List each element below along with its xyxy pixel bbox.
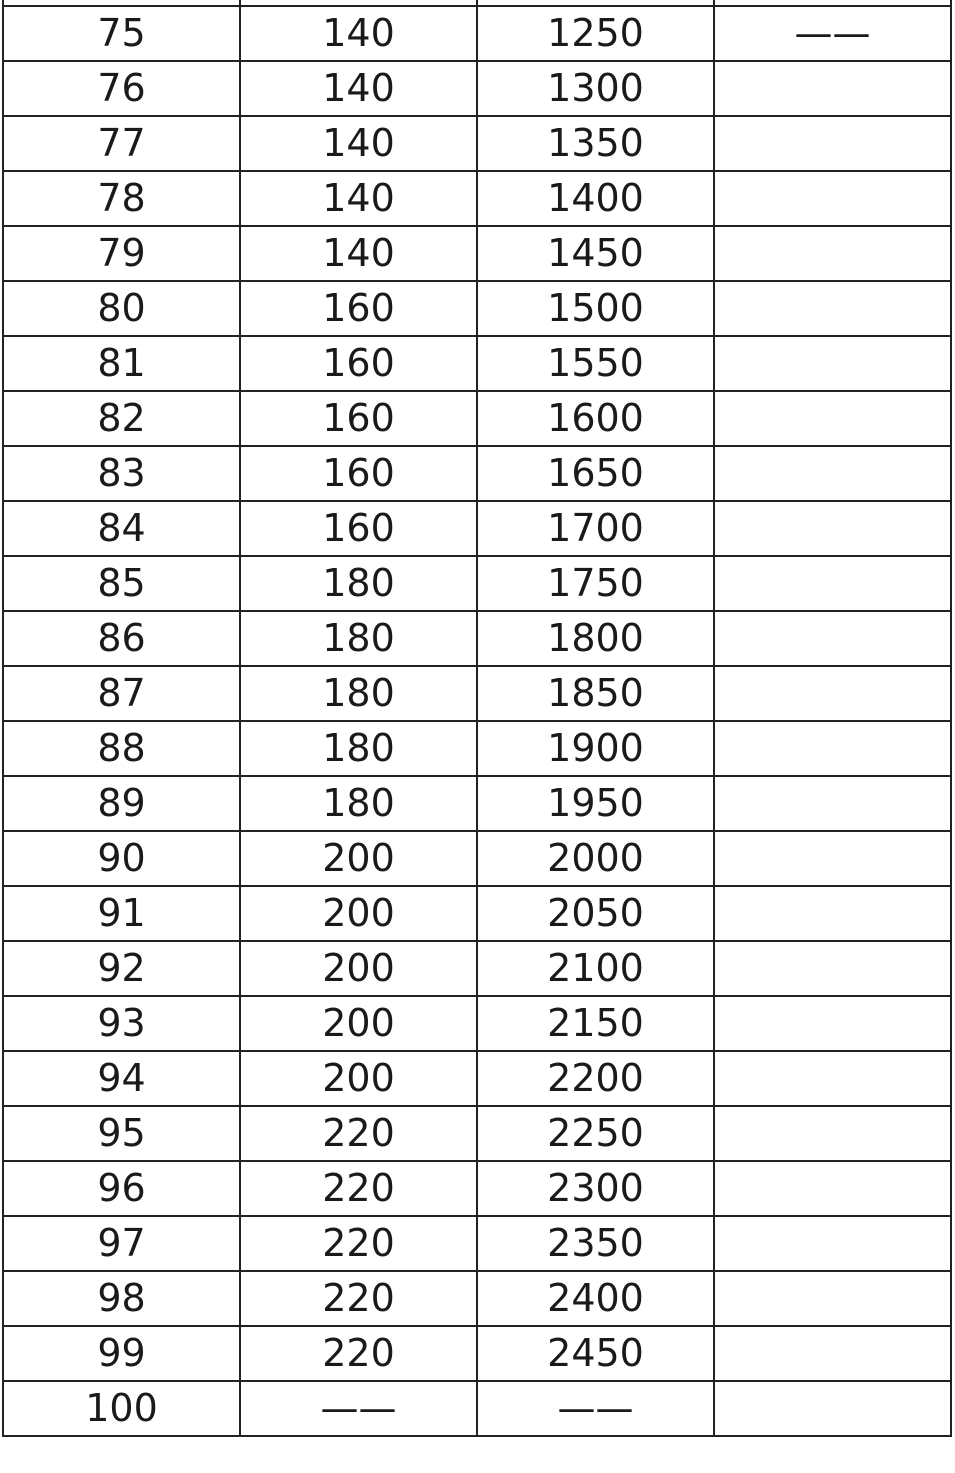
cell-value-a: 180: [240, 776, 477, 831]
cell-value-a: 140: [240, 116, 477, 171]
table-row: [3, 776, 951, 831]
cell-value-b: 2350: [477, 1216, 714, 1271]
cell-value-a: 220: [240, 1271, 477, 1326]
cell-index: 86: [3, 611, 240, 666]
table-row: [3, 61, 951, 116]
cell-value-b: 2450: [477, 1326, 714, 1381]
cell-note: [714, 281, 951, 336]
table-row: [3, 1216, 951, 1271]
table-row: [3, 226, 951, 281]
cell-index: 92: [3, 941, 240, 996]
cell-value-a: 200: [240, 886, 477, 941]
cell-note: [714, 666, 951, 721]
cell-index: 90: [3, 831, 240, 886]
cell-value-b: 2000: [477, 831, 714, 886]
cell-value-a: 160: [240, 391, 477, 446]
cell-value-b: 1450: [477, 226, 714, 281]
cell-index: 91: [3, 886, 240, 941]
table-row: [3, 1051, 951, 1106]
cell-index: 87: [3, 666, 240, 721]
cell-index: 80: [3, 281, 240, 336]
cell-value-b: 2100: [477, 941, 714, 996]
table-row: [3, 666, 951, 721]
cell-note: [714, 391, 951, 446]
cell-value-a: 140: [240, 226, 477, 281]
cell-note: [714, 611, 951, 666]
cell-value-a: 200: [240, 996, 477, 1051]
cell-index: 97: [3, 1216, 240, 1271]
cell-note: [714, 226, 951, 281]
cell-index: 84: [3, 501, 240, 556]
table-row: [3, 6, 951, 61]
cell-value-b: 1550: [477, 336, 714, 391]
table-row: [3, 1326, 951, 1381]
cell-index: 95: [3, 1106, 240, 1161]
table-row: [3, 336, 951, 391]
cell-value-b: 1650: [477, 446, 714, 501]
cell-value-b: 1300: [477, 61, 714, 116]
cell-value-b: 2250: [477, 1106, 714, 1161]
cell-index: 94: [3, 1051, 240, 1106]
cell-note: [714, 61, 951, 116]
cell-note: [714, 1216, 951, 1271]
cell-value-a: 200: [240, 941, 477, 996]
table-row: [3, 281, 951, 336]
cell-note: [714, 941, 951, 996]
table-row: [3, 1161, 951, 1216]
cell-note: [714, 831, 951, 886]
cell-note: [714, 1106, 951, 1161]
cell-value-b: 1900: [477, 721, 714, 776]
cell-value-b: 1800: [477, 611, 714, 666]
table-row: [3, 1271, 951, 1326]
cell-note: [714, 886, 951, 941]
cell-note: [714, 996, 951, 1051]
cell-note: [714, 1051, 951, 1106]
cell-value-a: 180: [240, 666, 477, 721]
cell-value-a: 220: [240, 1326, 477, 1381]
cell-index: 82: [3, 391, 240, 446]
table-row: [3, 721, 951, 776]
cell-value-a: 160: [240, 281, 477, 336]
cell-value-b: ——: [477, 1381, 714, 1436]
cell-value-a: 200: [240, 1051, 477, 1106]
cell-note: [714, 721, 951, 776]
cell-index: 79: [3, 226, 240, 281]
cell-value-b: 1250: [477, 6, 714, 61]
cell-value-a: 140: [240, 6, 477, 61]
table-container: [2, 0, 950, 1437]
cell-value-a: ——: [240, 1381, 477, 1436]
cell-index: 99: [3, 1326, 240, 1381]
cell-value-a: 220: [240, 1216, 477, 1271]
table-row: [3, 501, 951, 556]
cell-note: [714, 501, 951, 556]
cell-index: 85: [3, 556, 240, 611]
cell-note: ——: [714, 6, 951, 61]
cell-index: 77: [3, 116, 240, 171]
data-table: [2, 0, 952, 1437]
cell-value-b: 2300: [477, 1161, 714, 1216]
cell-value-a: 160: [240, 501, 477, 556]
table-row: [3, 611, 951, 666]
cell-index: 78: [3, 171, 240, 226]
cell-value-b: 1700: [477, 501, 714, 556]
cell-index: 89: [3, 776, 240, 831]
cell-index: 93: [3, 996, 240, 1051]
table-row: [3, 886, 951, 941]
table-body: [3, 0, 951, 1436]
cell-value-b: 2050: [477, 886, 714, 941]
cell-value-b: 1400: [477, 171, 714, 226]
cell-index: 83: [3, 446, 240, 501]
cell-value-b: 1850: [477, 666, 714, 721]
cell-index: 100: [3, 1381, 240, 1436]
cell-note: [714, 446, 951, 501]
cell-value-b: 1350: [477, 116, 714, 171]
cell-value-a: 140: [240, 61, 477, 116]
cell-value-b: 1750: [477, 556, 714, 611]
cell-value-a: 220: [240, 1161, 477, 1216]
table-row: [3, 116, 951, 171]
cell-note: [714, 171, 951, 226]
cell-value-b: 1950: [477, 776, 714, 831]
table-row: [3, 1381, 951, 1436]
cell-value-a: 180: [240, 556, 477, 611]
cell-value-a: 140: [240, 171, 477, 226]
cell-value-b: 2400: [477, 1271, 714, 1326]
cell-index: 88: [3, 721, 240, 776]
table-row: [3, 391, 951, 446]
cell-value-b: 2150: [477, 996, 714, 1051]
table-row: [3, 171, 951, 226]
cell-note: [714, 1381, 951, 1436]
cell-note: [714, 776, 951, 831]
table-row: [3, 1106, 951, 1161]
cell-value-b: 1500: [477, 281, 714, 336]
cell-value-b: 2200: [477, 1051, 714, 1106]
cell-note: [714, 1326, 951, 1381]
cell-note: [714, 336, 951, 391]
cell-index: 75: [3, 6, 240, 61]
cell-note: [714, 116, 951, 171]
cell-value-a: 220: [240, 1106, 477, 1161]
cell-value-a: 160: [240, 336, 477, 391]
table-row: [3, 831, 951, 886]
cell-value-a: 200: [240, 831, 477, 886]
cell-note: [714, 1161, 951, 1216]
table-row: [3, 941, 951, 996]
cell-value-b: 1600: [477, 391, 714, 446]
cell-value-a: 180: [240, 611, 477, 666]
table-row: [3, 446, 951, 501]
cell-index: 98: [3, 1271, 240, 1326]
cell-value-a: 160: [240, 446, 477, 501]
cell-value-a: 180: [240, 721, 477, 776]
table-row: [3, 556, 951, 611]
cell-index: 96: [3, 1161, 240, 1216]
cell-note: [714, 556, 951, 611]
table-row: [3, 996, 951, 1051]
cell-note: [714, 1271, 951, 1326]
cell-index: 76: [3, 61, 240, 116]
cell-index: 81: [3, 336, 240, 391]
